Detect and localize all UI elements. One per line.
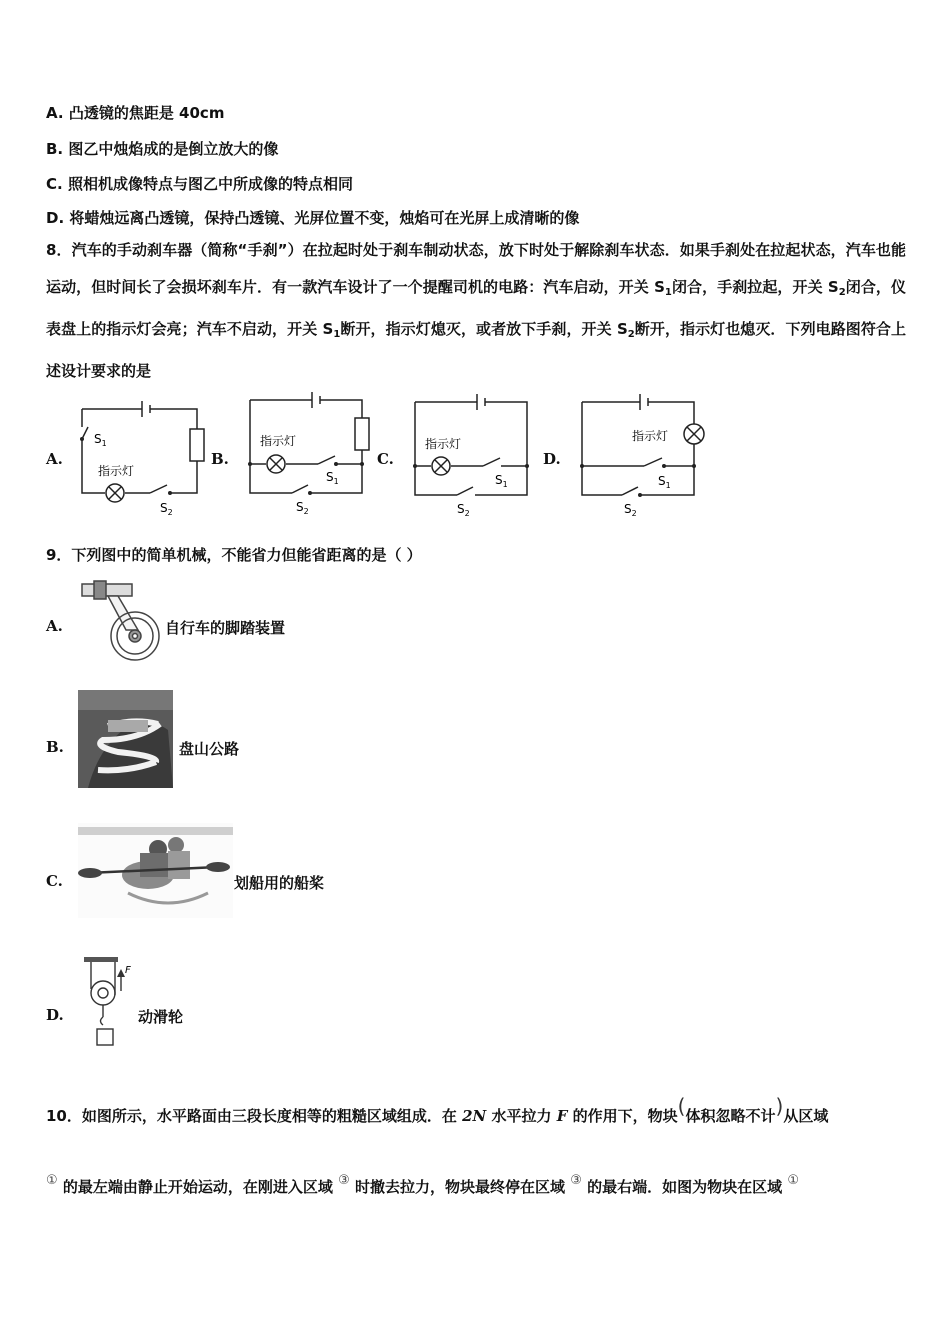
- circuit-d-lamp-label: 指示灯: [632, 429, 669, 443]
- q10-line2: ① 的最左端由静止开始运动，在刚进入区域 ③ 时撤去拉力，物块最终停在区域 ③ 的最右端．如图为物块在区域 ①: [46, 1173, 800, 1196]
- circuit-d-label: D.: [543, 450, 561, 468]
- circuit-b-lamp-label: 指示灯: [260, 434, 297, 448]
- q9-option-d-label: D.: [46, 1006, 64, 1024]
- circuit-a-s2: $S_2$: [160, 501, 173, 517]
- q9-stem: 9．下列图中的简单机械，不能省力但能省距离的是（ ）: [46, 546, 422, 564]
- q7-option-c: C. 照相机成像特点与图乙中所成像的特点相同: [46, 175, 353, 193]
- pulley-force-label: F: [125, 965, 131, 976]
- q7-option-d: D. 将蜡烛远离凸透镜，保持凸透镜、光屏位置不变，烛焰可在光屏上成清晰的像: [46, 209, 580, 227]
- q7-option-b: B. 图乙中烛焰成的是倒立放大的像: [46, 140, 279, 158]
- circuit-b-s1: $S_1$: [326, 470, 339, 486]
- q9-option-a-text: 自行车的脚踏装置: [165, 619, 286, 637]
- q7-option-a: A. 凸透镜的焦距是 40cm: [46, 104, 225, 122]
- bicycle-pedal-image: [78, 578, 163, 663]
- q8-stem: 8．汽车的手动刹车器（简称“手刹”）在拉起时处于刹车制动状态，放下时处于解除刹车状态．如果手刹处在拉起状态，汽车也能运动，但时间长了会损坏刹车片．有一款汽车设计了一个提醒司机的电路：汽车启动，开关 $S_1$闭合，手刹拉起，开关 $S_2$闭合，仪表盘上的指示灯会亮；汽车不启动，开关 $S_1$断开，指示灯熄灭，或者放下手刹，开关 $S_2$断开，指示灯也熄灭．下列电路图符合上述设计要求的是: [46, 241, 906, 380]
- circuit-a-diagram: [72, 395, 207, 520]
- circuit-b-s2: $S_2$: [296, 500, 309, 516]
- q9-option-b-text: 盘山公路: [179, 740, 240, 758]
- q9-option-a-label: A.: [46, 617, 63, 635]
- circuit-a-lamp-label: 指示灯: [98, 464, 135, 478]
- mountain-road-image: [78, 690, 173, 788]
- circuit-b-diagram: [240, 388, 375, 518]
- circuit-d-s2: $S_2$: [624, 502, 637, 518]
- q10-line1: 10．如图所示，水平路面由三段长度相等的粗糙区域组成．在 2N 水平拉力 F 的作用下，物块(体积忽略不计)从区域: [46, 1094, 829, 1125]
- circuit-a-label: A.: [46, 450, 63, 468]
- circuit-c-lamp-label: 指示灯: [425, 437, 462, 451]
- circuit-d-diagram: [572, 390, 707, 520]
- circuit-c-s2: $S_2$: [457, 502, 470, 518]
- circuit-a-s1: $S_1$: [94, 432, 107, 448]
- q9-option-c-text: 划船用的船桨: [234, 874, 325, 892]
- q9-option-d-text: 动滑轮: [138, 1008, 184, 1026]
- circuit-d-s1: $S_1$: [658, 474, 671, 490]
- q9-option-b-label: B.: [46, 738, 64, 756]
- rowing-paddle-image: [78, 823, 233, 918]
- circuit-b-label: B.: [211, 450, 229, 468]
- movable-pulley-image: [78, 955, 138, 1055]
- q9-option-c-label: C.: [46, 872, 63, 890]
- circuit-c-label: C.: [377, 450, 394, 468]
- circuit-c-s1: $S_1$: [495, 473, 508, 489]
- circuit-c-diagram: [405, 390, 535, 520]
